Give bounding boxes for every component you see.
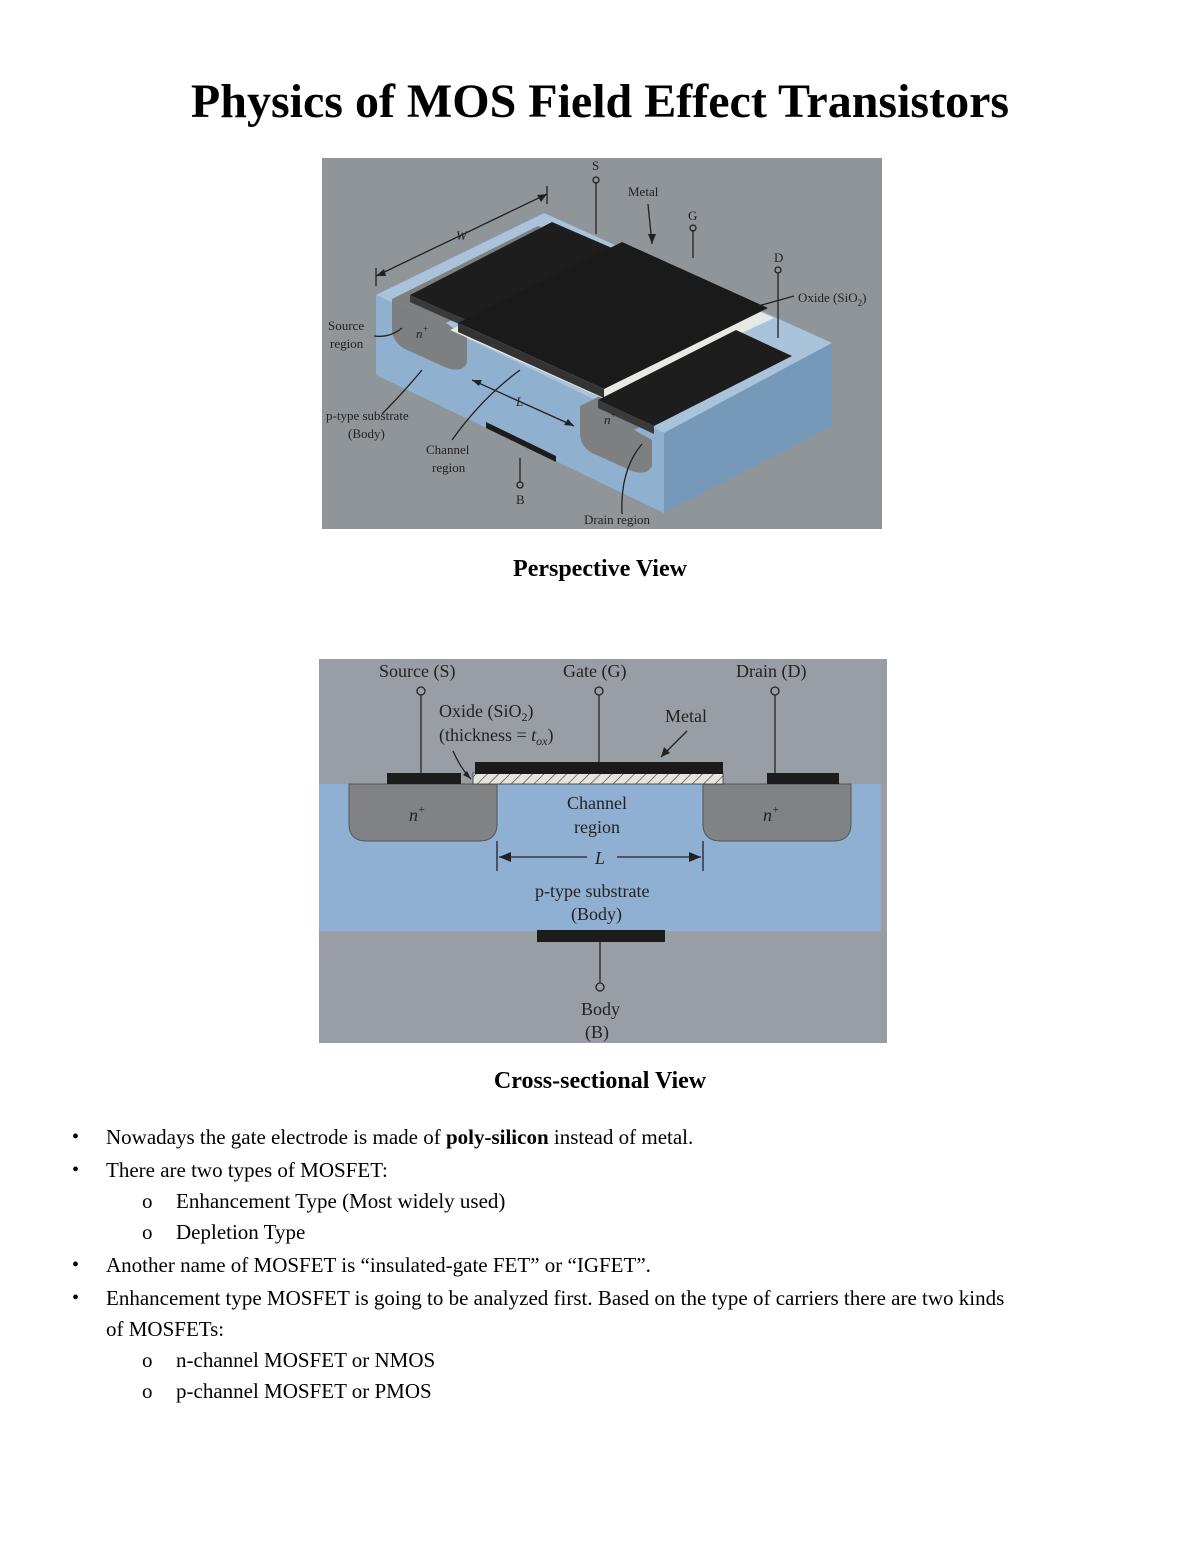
fig1-label-b: B xyxy=(516,492,525,507)
page-title: Physics of MOS Field Effect Transistors xyxy=(190,75,1010,128)
fig2-label-source: Source (S) xyxy=(379,661,456,681)
fig1-label-substrate-2: (Body) xyxy=(348,426,385,441)
fig2-label-oxide-2: (thickness = $t_{ox}$) xyxy=(439,725,554,748)
fig2-label-n-source: n+ xyxy=(409,804,426,825)
sub-bullet-text: p-channel MOSFET or PMOS xyxy=(176,1379,432,1403)
list-item xyxy=(72,1250,1146,1281)
sub-bullet-text: Enhancement Type (Most widely used) xyxy=(176,1189,506,1213)
cross-section-figure xyxy=(319,659,887,1043)
sub-list-item xyxy=(142,1217,1136,1248)
list-item xyxy=(72,1283,1146,1314)
bullet-text: Another name of MOSFET is “insulated-gate FET” or “IGFET”. xyxy=(106,1253,651,1277)
fig2-label-oxide-1: Oxide (SiO$_2$) xyxy=(439,701,534,724)
perspective-view-figure xyxy=(322,158,882,529)
perspective-view-caption: Perspective View xyxy=(513,556,687,582)
fig2-label-body-2: (B) xyxy=(585,1022,609,1042)
fig1-label-l: L xyxy=(516,394,524,409)
fig1-label-oxide: Oxide (SiO$_2$) xyxy=(798,290,867,308)
sub-list-item xyxy=(142,1345,1136,1376)
fig1-label-d: D xyxy=(774,250,784,265)
fig2-label-n-drain: n+ xyxy=(763,804,780,825)
bullet-text: Nowadays the gate electrode is made of xyxy=(106,1125,446,1149)
bullet-icon: • xyxy=(72,1287,80,1309)
fig1-label-drain-region: Drain region xyxy=(584,512,651,527)
fig2-label-gate: Gate (G) xyxy=(563,661,627,681)
fig1-label-source-region-1: Source xyxy=(328,318,365,333)
sub-list-item xyxy=(142,1376,1136,1407)
sub-bullet-icon: o xyxy=(142,1220,153,1244)
bullet-icon: • xyxy=(72,1126,80,1148)
sub-bullet-text: Depletion Type xyxy=(176,1220,306,1244)
fig1-label-substrate-1: p-type substrate xyxy=(326,408,409,423)
fig2-label-metal: Metal xyxy=(665,706,707,726)
sub-bullet-icon: o xyxy=(142,1379,153,1403)
fig1-label-n-source: n+ xyxy=(416,324,429,341)
bullet-text: instead of metal. xyxy=(548,1125,694,1149)
bullet-text: Enhancement type MOSFET is going to be analyzed first. Based on the type of carriers there are two kinds xyxy=(106,1286,1005,1310)
fig2-label-substrate-2: (Body) xyxy=(571,904,622,924)
sub-bullet-icon: o xyxy=(142,1348,153,1372)
fig1-label-w: W xyxy=(456,228,467,243)
list-item xyxy=(72,1122,1146,1153)
fig1-label-source-region-2: region xyxy=(330,336,364,351)
cross-section-caption: Cross-sectional View xyxy=(493,1068,707,1094)
fig1-label-metal: Metal xyxy=(628,184,659,199)
bullet-icon: • xyxy=(72,1159,80,1181)
fig2-label-channel-2: region xyxy=(574,817,620,837)
sub-list-item xyxy=(142,1186,1136,1217)
fig1-label-g: G xyxy=(688,208,698,223)
fig2-label-l: L xyxy=(595,848,606,868)
bullet-icon: • xyxy=(72,1254,80,1276)
fig1-label-channel-1: Channel xyxy=(426,442,470,457)
fig1-label-n-drain: n+ xyxy=(604,410,617,427)
list-item xyxy=(72,1155,1146,1186)
list-item-continuation xyxy=(106,1314,1146,1345)
bullet-text: of MOSFETs: xyxy=(106,1317,225,1341)
fig2-label-substrate-1: p-type substrate xyxy=(535,881,650,901)
fig2-label-body-1: Body xyxy=(581,999,621,1019)
fig1-label-channel-2: region xyxy=(432,460,466,475)
fig1-label-s: S xyxy=(592,158,600,173)
sub-bullet-text: n-channel MOSFET or NMOS xyxy=(176,1348,436,1372)
bullet-bold-text: poly-silicon xyxy=(445,1125,549,1149)
fig2-label-channel-1: Channel xyxy=(567,793,627,813)
bullet-text: There are two types of MOSFET: xyxy=(106,1158,388,1182)
sub-bullet-icon: o xyxy=(142,1189,153,1213)
fig2-label-drain: Drain (D) xyxy=(736,661,807,681)
